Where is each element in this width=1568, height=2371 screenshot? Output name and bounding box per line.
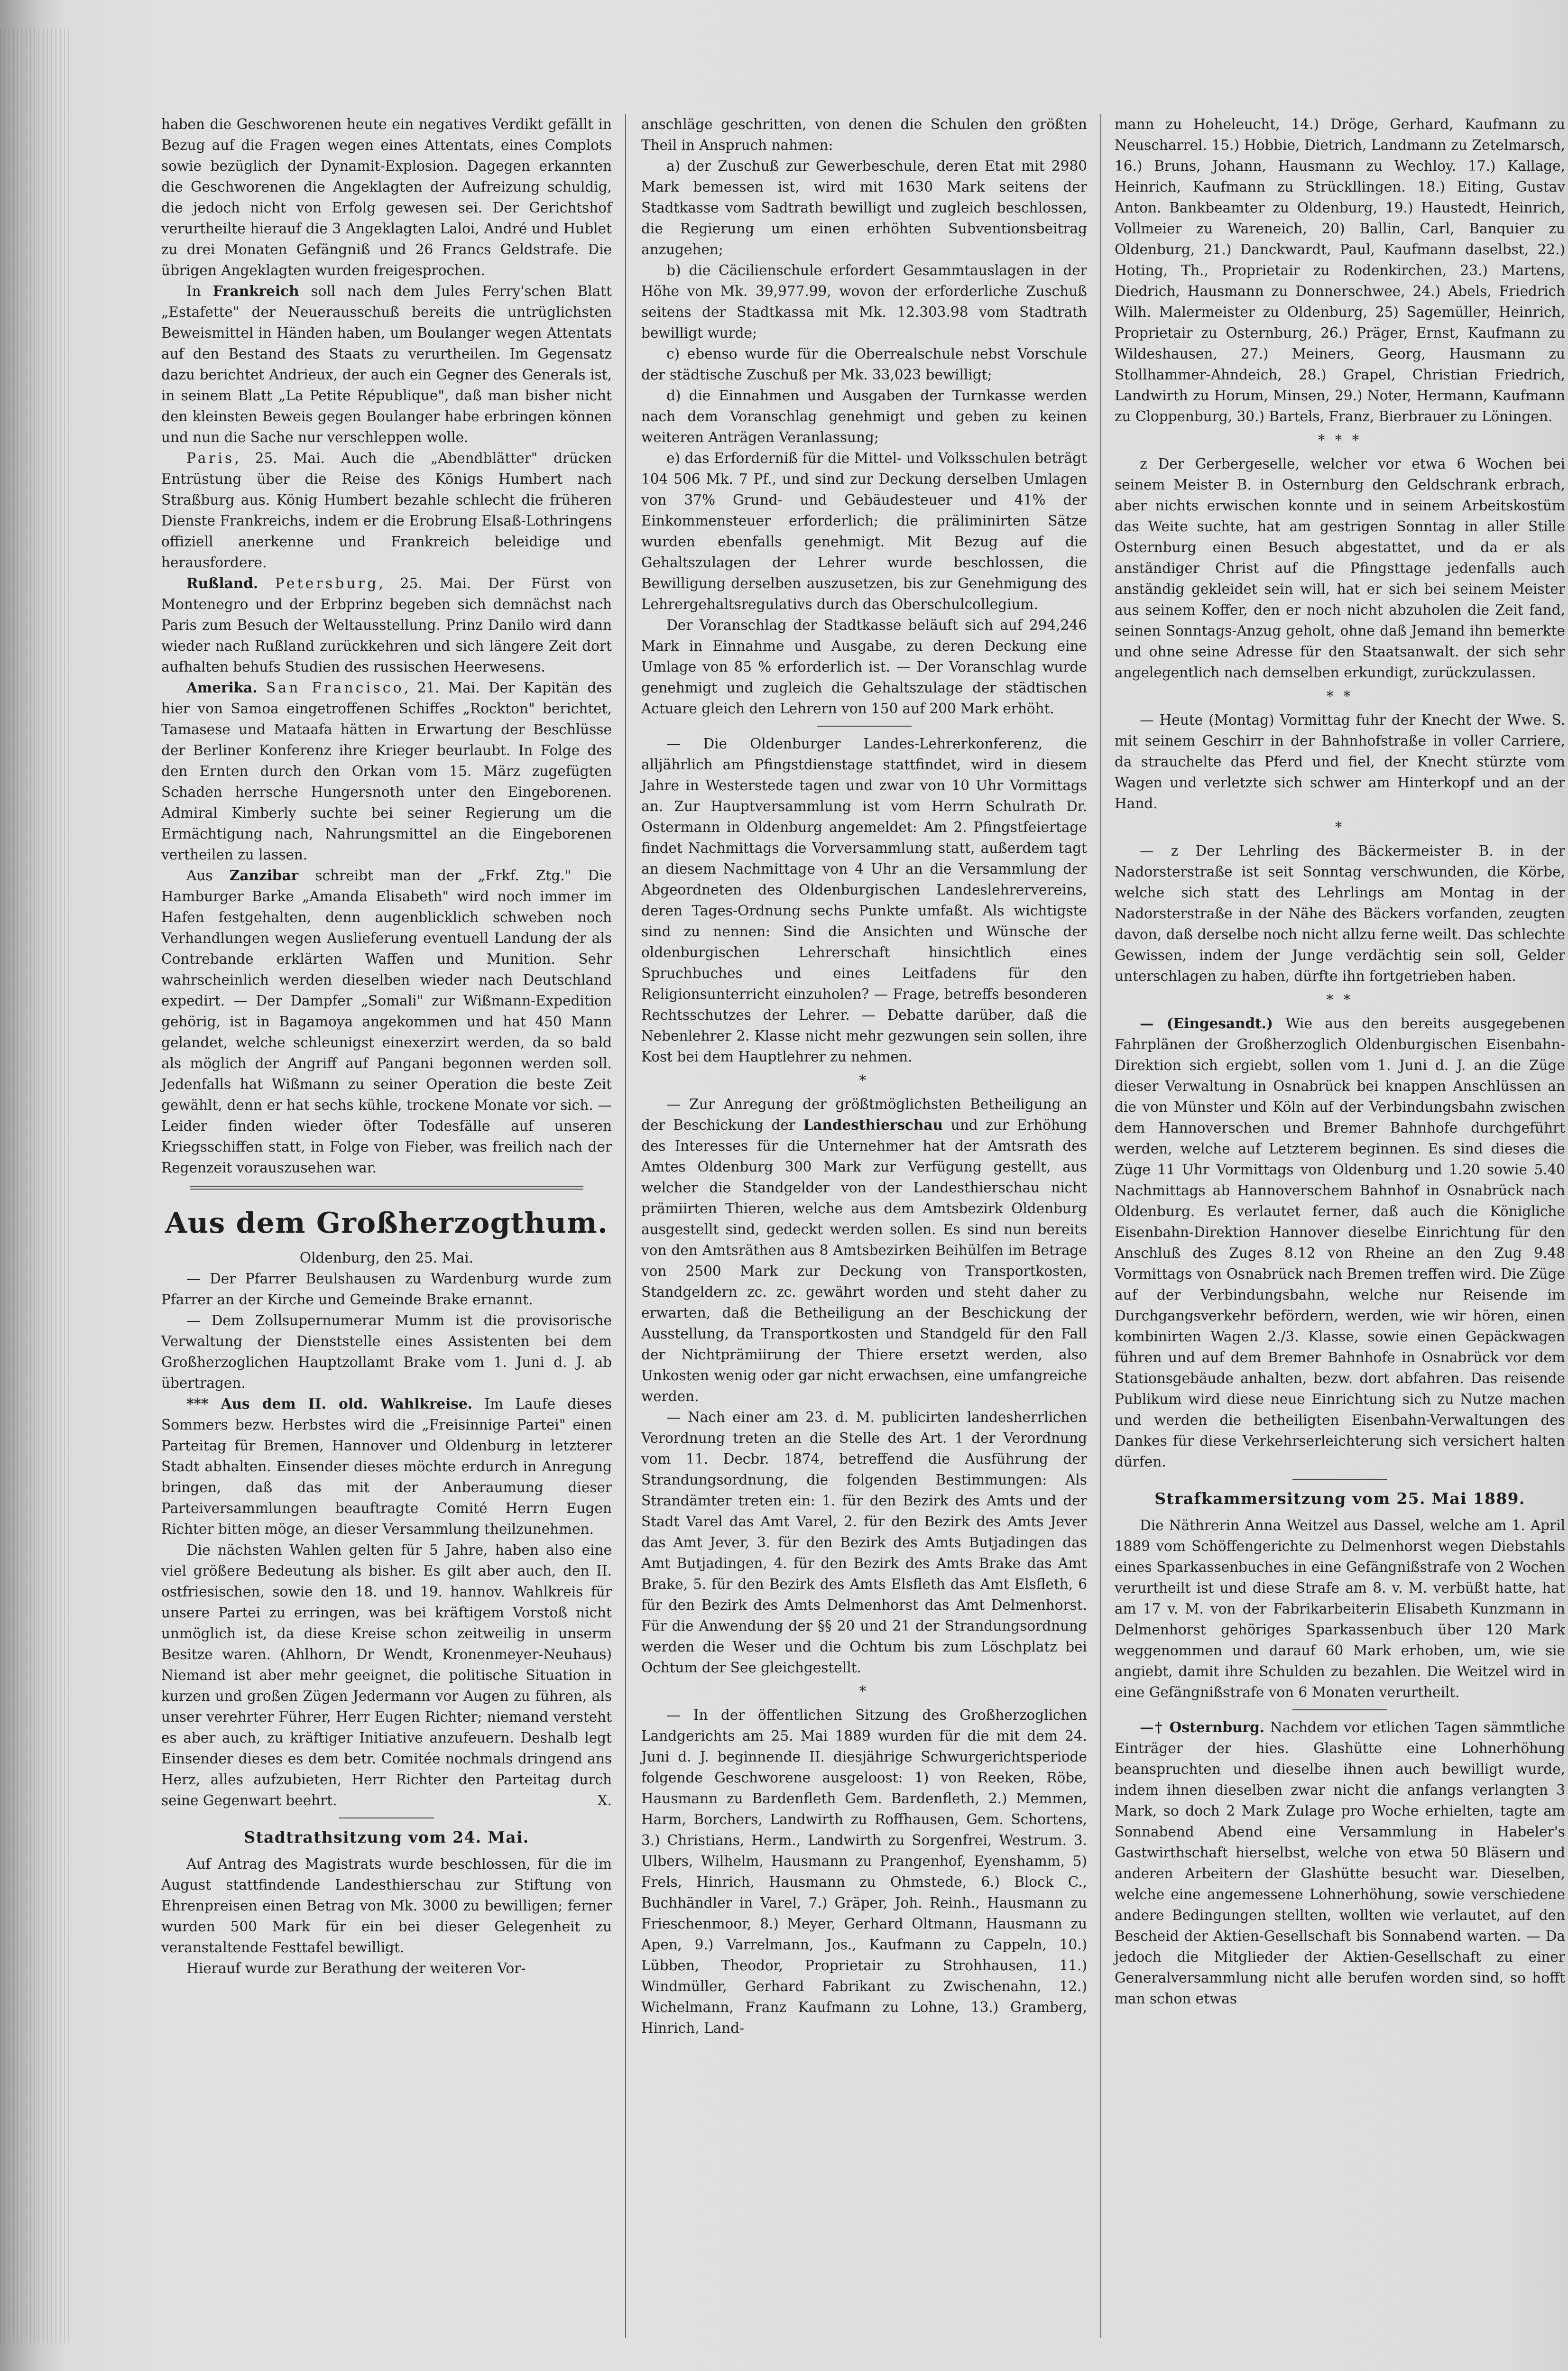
paragraph — [161, 1540, 612, 1811]
divider — [1292, 1479, 1387, 1480]
separator-asterisk: * * * — [1318, 432, 1362, 448]
text: , 25. Mai. Auch die „Abendblätter" drücken Entrüstung über die Reise des Königs Humbert nach Straßburg aus. König Humbert bezahle schlecht die früheren Dienste Frankreichs, indem er die Erobrung Elsaß-Lothringens offiziell anerkenne und Frankreich beleidige und herausfordere. — [161, 450, 612, 571]
separator-asterisk: * * — [1326, 688, 1354, 704]
paragraph: — In der öffentlichen Sitzung des Großherzoglichen Landgerichts am 25. Mai 1889 wurden für die mit dem 24. Juni d. J. beginnende II. diesjährige Schwurgerichtsperiode folgende Geschworene ausgeloost: 1) von Reeken, Röbe, Hausmann zu Bardenfleth Gem. Bardenfleth, 2.) Memmen, Harm, Borchers, Landwirth zu Roffhausen, Gem. Schortens, 3.) Christians, Herm., Landwirth zu Sorgenfrei, Westrum. 3. Ulbers, Wilhelm, Hausmann zu Prangenhof, Eyenshamm, 5) Frels, Hinrich, Hausmann zu Ohmstede, 6.) Block C., Buchhändler in Varel, 7.) Gräper, Joh. Reinh., Hausmann zu Frieschenmoor, 8.) Meyer, Gerhard Oltmann, Hausmann zu Apen, 9.) Varrelmann, Jos., Kaufmann zu Cappeln, 10.) Lübben, Theodor, Proprietair zu Strohhausen, 11.) Windmüller, Gerhard Fabrikant zu Zwischenahn, 12.) Wichelmann, Franz Kaufmann zu Lohne, 13.) Gramberg, Hinrich, Land- — [641, 1707, 1087, 2036]
column-right — [1115, 114, 1565, 2009]
text: , 25. Mai. Der Fürst von Montenegro und der Erbprinz begeben sich demnächst nach Paris zum Besuch der Weltausstellung. Prinz Danilo wird dann wieder nach Rußland zurückkehren und sich längere Zeit dort aufhalten behufs Studien des russischen Heerwesens. — [161, 575, 612, 675]
item-label: —† Osternburg. — [1140, 1719, 1264, 1735]
paragraph: d) die Einnahmen und Ausgaben der Turnkasse werden nach dem Voranschlag genehmigt und geben zu keinen weiteren Anträgen Veranlassung; — [641, 387, 1087, 445]
text: und zur Erhöhung des Interesses für die Unternehmer hat der Amtsrath des Amtes Oldenburg 300 Mark zur Verfügung gestellt, aus welcher die Standgelder von der Landesthierschau nicht prämiirten Thieren, welche aus dem Amtsbezirk Oldenburg ausgestellt sind, gedeckt werden sollen. Es sind nun bereits von den Amtsräthen aus 8 Amtsbezirken Beihülfen im Betrage von 2500 Mark zur Deckung von Transportkosten, Standgeldern zc. zc. gewährt worden und steht daher zu erwarten, daß die Betheiligung an der Beschickung der Ausstellung, da Transportkosten und Standgeld für den Fall der Nichtprämiirung der Thiere ersetzt werden, also Unkosten wenig oder gar nicht erwachsen, eine umfangreiche werden. — [641, 1117, 1087, 1404]
paragraph: c) ebenso wurde für die Oberrealschule nebst Vorschule der städtische Zuschuß per Mk. 33,023 bewilligt; — [641, 346, 1087, 383]
stacked-page-edges — [0, 28, 71, 2343]
section-heading: Aus dem Großherzogthum. — [165, 1207, 609, 1240]
subsection-heading: Strafkammersitzung vom 25. Mai 1889. — [1154, 1489, 1525, 1508]
place-label: San Francisco — [266, 680, 404, 696]
paragraph-frankreich — [161, 281, 612, 448]
country-label: Zanzibar — [229, 867, 299, 884]
paragraph: Der Voranschlag der Stadtkasse beläuft sich auf 294,246 Mark in Einnahme und Ausgabe, zu deren Deckung eine Umlage von 85 % erforderlich ist. — Der Voranschlag wurde genehmigt und zugleich die Gehaltszulage der städtischen Actuare gleich den Lehrern von 150 auf 200 Mark erhöht. — [641, 617, 1087, 717]
separator-asterisk: * — [1335, 819, 1345, 835]
emphasis: Landesthierschau — [803, 1116, 943, 1133]
text: schreibt man der „Frkf. Ztg." Die Hamburger Barke „Amanda Elisabeth" wird noch immer im Hafen festgehalten, denn augenblicklich schweben noch Verhandlungen wegen Auslieferung eventuell Landung der als Contrebande erklärten Waffen und Munition. Sehr wahrscheinlich werden dieselben wieder nach Deutschland expedirt. — Der Dampfer „Somali" zur Wißmann-Expedition gehörig, ist in Bagamoya angekommen und hat 450 Mann gelandet, welche schleunigst einexerzirt werden, da so bald als möglich der Angriff auf Pangani begonnen werden soll. Jedenfalls hat Wißmann zu seiner Operation die beste Zeit gewählt, denn er hat sechs kühle, trockene Monate vor sich. — Leider finden wieder öfter Todesfälle auf unseren Kriegsschiffen statt, in Folge von Fieber, was freilich nach der Regenzeit vorauszusehen war. — [161, 867, 612, 1176]
paragraph: — z Der Lehrling des Bäckermeister B. in der Nadorsterstraße ist seit Sonntag verschwunden, die Körbe, welche sich statt des Lehrlings am Montag in der Nadorsterstraße in der Nähe des Bäckers vorfanden, zeugten davon, daß derselbe noch nicht allzu ferne weilt. Das schlechte Gewissen, indem der Junge verdächtig sein soll, Gelder unterschlagen zu haben, dürfte ihn fortgetrieben haben. — [1115, 843, 1565, 984]
separator-asterisk: * * — [1326, 992, 1354, 1008]
paragraph: b) die Cäcilienschule erfordert Gesammtauslagen in der Höhe von Mk. 39,977.99, wovon der erforderliche Zuschuß seitens der Stadtkassa mit Mk. 12.303.98 vom Stadtrath bewilligt wurde; — [641, 262, 1087, 341]
separator-asterisk: * — [859, 1683, 869, 1699]
text: soll nach dem Jules Ferry'schen Blatt „Estafette" der Neuerausschuß bereits die untrüglichsten Beweismittel in Händen haben, um Boulanger wegen Attentats auf den Bestand des Staats zu verurtheilen. Im Gegensatz dazu berichtet Andrieux, der auch ein Gegner des Generals ist, in seinem Blatt „La Petite République", daß man bisher nicht den kleinsten Beweis gegen Boulanger habe erbringen können und nun die Sache nur verschleppen wolle. — [161, 283, 612, 445]
divider — [817, 726, 912, 727]
paragraph-landesthierschau — [641, 1094, 1087, 1407]
paragraph: a) der Zuschuß zur Gewerbeschule, deren Etat mit 2980 Mark bemessen ist, wird mit 1630 Mark seitens der Stadtkasse vom Sadtrath bewilligt und zugleich beschlossen, die Regierung um einen erhöhten Subventionsbeitrag anzugehen; — [641, 158, 1087, 258]
item-label: — (Eingesandt.) — [1140, 1015, 1273, 1032]
paragraph: Die Näthrerin Anna Weitzel aus Dassel, welche am 1. April 1889 vom Schöffengerichte zu Delmenhorst wegen Diebstahls eines Sparkassenbuches in eine Gefängnißstrafe von 2 Wochen verurtheilt ist und diese Strafe am 8. v. M. verbüßt hatte, hat am 17 v. M. von der Fabrikarbeiterin Elisabeth Kunzmann in Delmenhorst gehöriges Sparkassenbuch über 120 Mark weggenommen und darauf 60 Mark erhoben, um, wie sie angiebt, damit ihre Schulden zu bezahlen. Die Weitzel wird in eine Gefängnißstrafe von 6 Monaten verurtheilt. — [1115, 1517, 1565, 1700]
place-label: Petersburg — [275, 575, 379, 591]
item-label: *** Aus dem II. old. Wahlkreise. — [186, 1395, 473, 1412]
text: Aus — [186, 867, 213, 884]
paragraph: — Nach einer am 23. d. M. publicirten landesherrlichen Verordnung treten an die Stelle des Art. 1 der Verordnung vom 11. Decbr. 1874, betreffend die Ausführung der Strandungsordnung, die folgenden Bestimmungen: Als Strandämter treten ein: 1. für den Bezirk des Amts und der Stadt Varel das Amt Varel, 2. für den Bezirk des Amts Jever das Amt Jever, 3. für den Bezirk des Amts Butjadingen das Amt Butjadingen, 4. für den Bezirk des Amts Brake das Amt Brake, 5. für den Bezirk des Amts Elsfleth das Amt Elsfleth, 6 für den Bezirk des Amts Delmenhorst das Amt Delmenhorst. Für die Anwendung der §§ 20 und 21 der Strandungsordnung werden die Weser und die Ochtum bis zum Löschplatz bei Ochtum der See gleichgestellt. — [641, 1409, 1087, 1676]
paragraph: e) das Erforderniß für die Mittel- und Volksschulen beträgt 104 506 Mk. 7 Pf., und sind zur Deckung derselben Umlagen von 37% Grund- und Gebäudesteuer und 41% der Einkommensteuer erforderlich; die präliminirten Sätze wurden ebenfalls genehmigt. Mit Bezug auf die Gehaltszulagen der Lehrer wurde beschlossen, die Bewilligung derselben auszusetzen, bis zur Genehmigung des Lehrergehaltsregulativs durch das Oberschulcollegium. — [641, 450, 1087, 612]
column-rule — [1100, 114, 1101, 2338]
text: Die nächsten Wahlen gelten für 5 Jahre, haben also eine viel größere Bedeutung als bisher. Es gilt aber auch, den II. ostfriesischen, sowie den 18. und 19. hannov. Wahlkreis für unsere Partei zu erringen, was bei kräftigem Vorstoß nicht unmöglich ist, da diese Kreise schon zeitweilig in unserm Besitze waren. (Ahlhorn, Dr Wendt, Kronenmeyer-Neuhaus) Niemand ist aber mehr geeignet, die politische Situation in kurzen und großen Zügen Jedermann vor Augen zu führen, als unser verehrter Führer, Herr Eugen Richter; niemand versteht es aber auch, zu kräftiger Initiative anzufeuern. Deshalb legt Einsender dieses es dem betr. Comitée nochmals dringend ans Herz, alles aufzubieten, Herr Richter den Parteitag durch seine Gegenwart beehrt. — [161, 1542, 612, 1808]
text: Im Laufe dieses Sommers bezw. Herbstes wird die „Freisinnige Partei" einen Parteitag für Bremen, Hannover und Oldenburg in letzterer Stadt abhalten. Einsender dieses möchte erdurch in Anregung bringen, daß das mit der Anberaumung dieser Parteiversammlungen beauftragte Comité Herrn Eugen Richter bitten möge, an dieser Versammlung theilzunehmen. — [161, 1396, 612, 1537]
paragraph-paris — [161, 448, 612, 573]
text: In — [186, 283, 201, 299]
paragraph: — Dem Zollsupernumerar Mumm ist die provisorische Verwaltung der Dienststelle eines Assistenten bei dem Großherzoglichen Hauptzollamt Brake vom 1. Juni d. J. ab übertragen. — [161, 1312, 612, 1391]
paragraph-eingesandt — [1115, 1013, 1565, 1472]
paragraph: mann zu Hoheleucht, 14.) Dröge, Gerhard, Kaufmann zu Neuscharrel. 15.) Hobbie, Dietrich, Landmann zu Zetelmarsch, 16.) Bruns, Johann, Hausmann zu Wechloy. 17.) Kallage, Heinrich, Kaufmann zu Strückllingen. 18.) Eiting, Gustav Anton. Bankbeamter zu Oldenburg, 19.) Haustedt, Heinrich, Vollmeier zu Wareneich, 20) Ballin, Carl, Banquier zu Oldenburg, 21.) Danckwardt, Paul, Kaufmann daselbst, 22.) Hoting, Th., Proprietair zu Rodenkirchen, 23.) Martens, Diedrich, Hausmann zu Donnerschwee, 24.) Abels, Friedrich Wilh. Malermeister zu Oldenburg, 25) Sagemüller, Heinrich, Proprietair zu Osternburg, 26.) Präger, Ernst, Kaufmann zu Wildeshausen, 27.) Meiners, Georg, Hausmann zu Stollhammer-Ahndeich, 28.) Grapel, Christian Friedrich, Landwirth zu Horum, Minsen, 29.) Noter, Hermann, Kaufmann zu Cloppenburg, 30.) Bartels, Franz, Bierbrauer zu Löningen. — [1115, 116, 1565, 424]
column-left — [161, 114, 612, 1979]
paragraph: — Heute (Montag) Vormittag fuhr der Knecht der Wwe. S. mit seinem Geschirr in der Bahnhofstraße in voller Carriere, da strauchelte das Pferd und fiel, der Knecht stürzte vom Wagen und verletzte sich schwer am Hinterkopf und an der Hand. — [1115, 712, 1565, 812]
place-label: Paris — [186, 450, 235, 466]
paragraph-osternburg — [1115, 1717, 1565, 2009]
subsection-heading: Stadtrathsitzung vom 24. Mai. — [244, 1828, 529, 1846]
country-label: Amerika. — [186, 679, 258, 696]
paragraph: z Der Gerbergeselle, welcher vor etwa 6 Wochen bei seinem Meister B. in Osternburg den Geldschrank erbrach, aber nichts erwischen konnte und in seinem Arbeitskostüm das Weite suchte, hat am gestrigen Sonntag in aller Stille Osternburg einen Besuch abgestattet, und da er als anständiger Christ auf die Pfingsttage jedenfalls auch anständig gekleidet sein will, hat er sich bei seinem Meister aus seinem Koffer, den er noch nicht abzuholen die Zeit fand, seinen Sonntags-Anzug geholt, ohne daß Jemand ihn bemerkte und ohne seine Adresse für den Staatsanwalt. der sich sehr angelegentlich nach demselben erkundigt, zurückzulassen. — [1115, 456, 1565, 681]
divider — [1292, 1709, 1387, 1710]
paragraph-amerika — [161, 677, 612, 865]
text: Wie aus den bereits ausgegebenen Fahrplänen der Großherzoglich Oldenburgischen Eisenbahn-Direktion sich ergiebt, sollen vom 1. Juni d. J. an die Züge dieser Verwaltung in Osnabrück bei knappen Anschlüssen an die von Münster und Köln auf der Verbindungsbahn zwischen dem Hannoverschen und Bremer Bahnhofe durchgeführt werden, welche auf Letzterem beginnen. Es sind dieses die Züge 11 Uhr Vormittags von Oldenburg und 1.20 sowie 5.40 Nachmittags ab Hannoverschem Bahnhof in Osnabrück nach Oldenburg. Es verlautet ferner, daß auch die Königliche Eisenbahn-Direktion Hannover dieselbe Einrichtung für den Anschluß des Zuges 8.12 von Rheine an den Zug 9.48 Vormittags von Osnabrück nach Bremen treffen wird. Die Züge auf der Verbindungsbahn, welche nur Reisende im Durchgangsverkehr befördern, werden, wie wir hören, einen kombinirten Wagen 2./3. Klasse, sowie einen Gepäckwagen führen und auf dem Bremer Bahnhofe in Osnabrück vor dem Stationsgebäude anhalten, bezw. dort abfahren. Das reisende Publikum wird diese neue Einrichtung sich zu Nutze machen und werden die betheiligten Eisenbahn-Verwaltungen des Dankes für diese Verkehrserleichterung sich versichert halten dürfen. — [1115, 1015, 1565, 1470]
paragraph-zanzibar — [161, 865, 612, 1178]
paragraph: haben die Geschworenen heute ein negatives Verdikt gefällt in Bezug auf die Fragen wegen eines Attentats, eines Complots sowie bezüglich der Dynamit-Explosion. Dagegen erkannten die Geschworenen die Angeklagten der Aufreizung schuldig, die jedoch nicht von Erfolg gewesen sei. Der Gerichtshof verurtheilte hierauf die 3 Angeklagten Laloi, André und Hublet zu drei Monaten Gefängniß und 26 Francs Geldstrafe. Die übrigen Angeklagten wurden freigesprochen. — [161, 116, 612, 278]
country-label: Rußland. — [186, 575, 258, 591]
paragraph: anschläge geschritten, von denen die Schulen den größten Theil in Anspruch nahmen: — [641, 116, 1087, 153]
divider — [339, 1817, 434, 1818]
text: , 21. Mai. Der Kapitän des hier von Samoa eingetroffenen Schiffes „Rockton" berichtet, Tamasese und Mataafa hätten in Erwartung der Beschlüsse der Berliner Konferenz ihre Krieger beurlaubt. In Folge des den Ernten durch den Orkan vom 15. März zugefügten Schaden herrsche Hungersnoth unter den Eingeborenen. Admiral Kimberly suchte bei seiner Regierung um die Ermächtigung nach, Nahrungsmittel an die Eingeborenen vertheilen zu lassen. — [161, 680, 612, 863]
text: — Zur Anregung der größtmöglichsten Betheiligung an der Beschickung der — [641, 1096, 1087, 1133]
paragraph: Auf Antrag des Magistrats wurde beschlossen, für die im August stattfindende Landesthierschau zur Stiftung von Ehrenpreisen einen Betrag von Mk. 3000 zu bewilligen; ferner wurden 500 Mark für ein bei dieser Gelegenheit zu veranstaltende Festtafel bewilligt. — [161, 1856, 612, 1956]
paragraph: Hierauf wurde zur Berathung der weiteren Vor- — [186, 1960, 526, 1976]
section-divider — [190, 1186, 583, 1190]
separator-asterisk: * — [859, 1072, 869, 1089]
dateline: Oldenburg, den 25. Mai. — [299, 1250, 474, 1266]
paragraph: — Der Pfarrer Beulshausen zu Wardenburg wurde zum Pfarrer an der Kirche und Gemeinde Brake ernannt. — [161, 1271, 612, 1308]
country-label: Frankreich — [212, 283, 299, 299]
column-middle — [641, 114, 1087, 2039]
paragraph-wahlkreise — [161, 1393, 612, 1540]
paragraph: — Die Oldenburger Landes-Lehrerkonferenz, die alljährlich am Pfingstdienstage stattfindet, wird in diesem Jahre in Westerstede tagen und zwar von 10 Uhr Vormittags an. Zur Hauptversammlung ist vom Herrn Schulrath Dr. Ostermann in Oldenburg angemeldet: Am 2. Pfingstfeiertage findet Nachmittags die Vorversammlung statt, außerdem tagt an diesem Nachmittage von 4 Uhr an die Versammlung der Abgeordneten des Oldenburgischen Landeslehrervereins, deren Tages-Ordnung sechs Punkte umfaßt. Als wichtigste sind zu nennen: Sind die Ansichten und Wünsche der oldenburgischen Lehrerschaft hinsichtlich eines Spruchbuches und eines Leitfadens für den Religionsunterricht einzuholen? — Frage, betreffs besonderen Rechtsschutzes der Lehrer. — Debatte darüber, daß die Nebenlehrer 2. Klasse nicht mehr gezwungen sein sollen, ihre Kost bei dem Hauptlehrer zu nehmen. — [641, 736, 1087, 1065]
text: Nachdem vor etlichen Tagen sämmtliche Einträger der hies. Glashütte eine Lohnerhöhung beanspruchten und dieselbe ihnen auch bewilligt wurde, indem ihnen dieselben zwar nicht die anfangs verlangten 3 Mark, so doch 2 Mark Zulage pro Woche erhielten, tagte am Sonnabend Abend eine Versammlung in Habeler's Gastwirthschaft hierselbst, welche von etwa 50 Bläsern und anderen Arbeitern der Glashütte besucht war. Dieselben, welche eine angemessene Lohnerhöhung, sowie verschiedene andere Bedingungen stellten, wollten wie verlautet, auf den Bescheid der Aktien-Gesellschaft bis Sonnabend warten. — Da jedoch die Mitglieder der Aktien-Gesellschaft zu einer Generalversammlung nicht alle berufen worden sind, so hofft man schon etwas — [1115, 1719, 1566, 2007]
signature: X. — [597, 1792, 612, 1808]
paragraph-russland — [161, 573, 612, 677]
column-rule — [625, 114, 626, 2338]
